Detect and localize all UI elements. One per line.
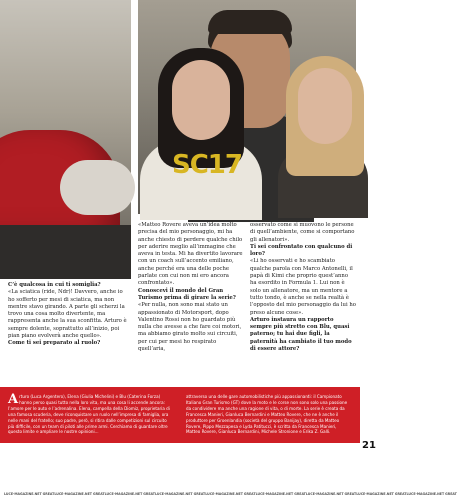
footer-item: LUCE-MAGAZINE.NET GREAT <box>4 492 55 496</box>
article-column-3 <box>250 222 356 353</box>
footer-item: LUCE-MAGAZINE.NET GREAT <box>356 492 407 496</box>
interview-question: Ti sei confrontato con qualcuno di loro? <box>250 243 353 258</box>
interview-answer: «Per nulla, non sono mai stato un appassionato di Motorsport, dopo Valentino Rossi non ho guardato più nulla che avesse a che fare coi motori, ma abbiamo girato molto sui circuiti, per cui per mesi ho respirato quell’aria, <box>138 302 242 353</box>
article-column-2 <box>138 222 244 353</box>
interview-question: C’è qualcosa in cui ti somiglia? <box>8 282 101 288</box>
footer-strip <box>0 492 457 500</box>
footer-item: LUCE-MAGAZINE.NET GREAT <box>255 492 306 496</box>
road-shape <box>0 225 131 279</box>
footer-item: LUCE-MAGAZINE.NET GREAT <box>54 492 105 496</box>
cast-photo <box>138 0 356 214</box>
synopsis-column-2: attraverso una delle gare automobilistiche più appassionanti: il Campionato Italiano Gran Turismo (GT) dove la moto e le corse non sono solo una passione da condividere ma anche una ragione di vita, o di morte. La serie è creata da Francesca Manieri, Gianluca Bernardini e Matteo Rovere, che ne è anche il produttore per Groenlandia (società del gruppo Banijay), diretta da Matteo Rovere, Pippo Mezzapesa e Lyda Patitucci, è scritta da Francesca Manieri, Matteo Rovere, Gianluca Bernardini, Michele Stronione e Erika Z. Galli. <box>186 394 348 435</box>
footer-item: LUCE-MAGAZINE.NET GREAT <box>154 492 206 496</box>
drop-cap: A <box>8 392 19 407</box>
interview-answer: «Matteo Rovere aveva un’idea molto precisa del mio personaggio, mi ha anche chiesto di perdere qualche chilo per aderire meglio all’immagine che aveva in testa. Mi ha divertito lavorare con un coach sull’accento emiliano, anche perché era una delle poche parlate con cui non mi ero ancora confrontato». <box>138 222 243 287</box>
interview-answer: «La sciatica (ride, Ndr)! Davvero, anche io ho sofferto per mesi di sciatica, ma non mentre stavo girando. A parte gli scherzi la trovo una cosa molto divertente, ma rappresenta anche la sua sconfitta. Arturo è sempre dolente, soprattutto all’inizio, poi pian piano evolverà anche quello». <box>8 289 127 340</box>
footer-item: LUCE-MAGAZINE.NET GREAT <box>104 492 155 496</box>
synopsis-box <box>0 387 360 443</box>
interview-answer: osservato come si muovono le persone di quell’ambiente, come si comportano gli allenatori». <box>250 222 355 243</box>
synopsis-column-1 <box>8 394 173 435</box>
car-detail-shape <box>60 160 135 215</box>
interview-question: Come ti sei preparato al ruolo? <box>8 340 101 347</box>
interview-answer: «Li ho osservati e ho scambiato qualche parola con Marco Antonelli, il papà di Kimi che proprio quest’anno ha esordito in Formula 1. Lui non è solo un allenatore, ma un mentore a tutto tondo, è anche se nella realtà è l’opposto del mio personaggio da lui ho preso alcune cose». <box>250 258 356 316</box>
footer-item: LUCE-MAGAZINE.NET GREAT <box>205 492 256 496</box>
racing-suit-label: SC17 <box>172 150 242 180</box>
article-column-1 <box>8 282 129 348</box>
left-photo <box>0 0 131 279</box>
girl-figure-face <box>172 60 230 140</box>
interview-question: Conoscevi il mondo del Gran Turismo prima di girare la serie? <box>138 287 236 301</box>
interview-question: Arturo instaura un rapporto sempre più stretto con Blu, quasi paterno; tu hai due figli, la paternità ha cambiato il tuo modo di essere attore? <box>250 316 352 353</box>
footer-item: LUCE-MAGAZINE.NET GREAT <box>406 492 457 496</box>
woman-figure-face <box>298 68 352 144</box>
page-number: 21 <box>362 440 376 451</box>
synopsis-text: rturo (Luca Argentero), Elena (Giulia Michelini) e Blu (Caterina Forza) hanno perso quasi tutto nella loro vita, ma una cosa li accende ancora: l’amore per le auto e l’adrenalina. Elena, campella della Diomiz, proprietaria di una famosa scuderia, deve riconquistare un ruolo nell’impresa di famiglia, ora nelle mani del fratello; suo padre, però, si ritira dalle competizioni sul circuito più difficile, con un team di piloti alle prime armi. Cerchiamo di guardare oltre questo limite e ampliare le nostre opinioni... <box>8 394 170 435</box>
man-figure-hair-top <box>208 10 292 34</box>
footer-item: LUCE-MAGAZINE.NET GREAT <box>305 492 357 496</box>
